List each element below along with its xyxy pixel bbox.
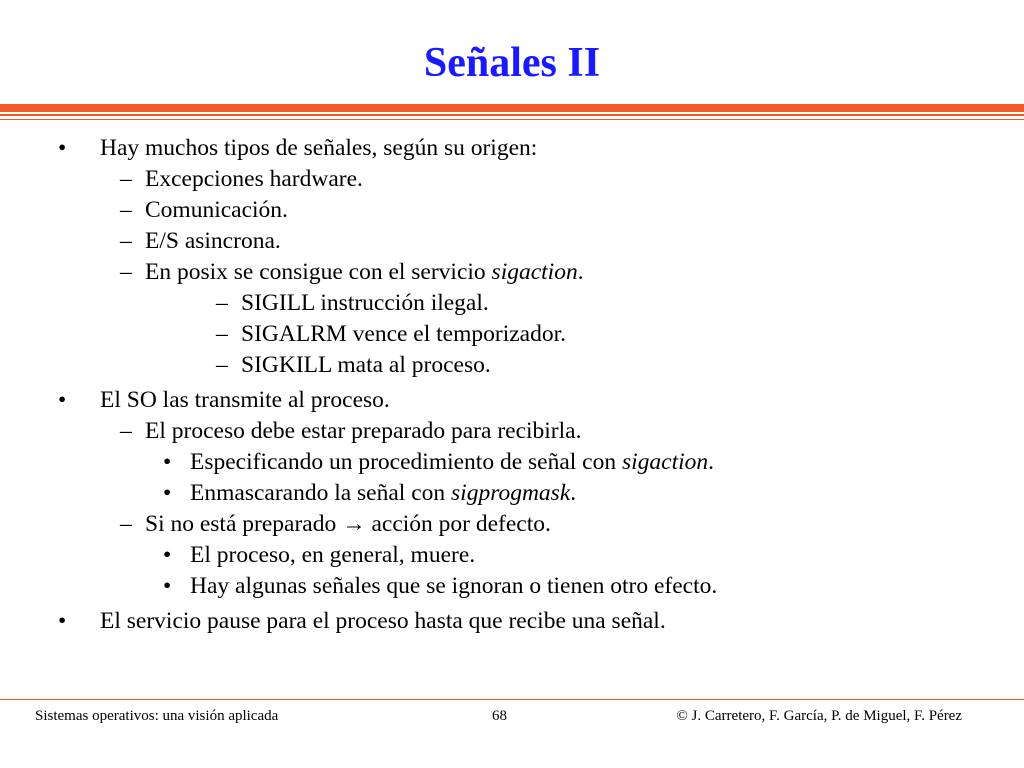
- bullet-marker: •: [58, 387, 67, 413]
- dash-text: E/S asincrona.: [145, 228, 281, 254]
- dash-text: [145, 509, 551, 540]
- signal-item: [0, 288, 1024, 319]
- dash-item: [0, 164, 1024, 195]
- footer-copyright: © J. Carretero, F. García, P. de Miguel, F. Pérez: [676, 708, 962, 724]
- dash-text: Comunicación.: [145, 197, 288, 223]
- sub-bullet-text: [190, 447, 714, 478]
- dash-marker: –: [120, 166, 132, 192]
- bullet-os-transmits: [0, 385, 1024, 416]
- sub-bullet-item: [0, 478, 1024, 509]
- dash-marker: –: [120, 511, 132, 537]
- sub-bullet-text: El proceso, en general, muere.: [190, 542, 476, 568]
- title-underline-hairline: [0, 119, 1024, 120]
- bullet-marker: •: [163, 449, 172, 475]
- dash-item: [0, 195, 1024, 226]
- dash-item: [0, 257, 1024, 288]
- bullet-text: El servicio pause para el proceso hasta que recibe una señal.: [100, 608, 666, 634]
- dash-marker: –: [216, 321, 228, 347]
- signal-text: SIGKILL mata al proceso.: [241, 352, 491, 378]
- slide-title: Señales II: [423, 40, 601, 86]
- bullet-marker: •: [58, 135, 67, 161]
- text-fragment: .: [570, 480, 577, 506]
- sub-bullet-item: [0, 540, 1024, 571]
- bullet-text: Hay muchos tipos de señales, según su origen:: [100, 135, 538, 161]
- title-underline-thin: [0, 114, 1024, 116]
- sub-bullet-item: [0, 447, 1024, 478]
- text-fragment: .: [708, 449, 715, 475]
- signal-item: [0, 319, 1024, 350]
- sub-bullet-item: [0, 571, 1024, 602]
- text-fragment: Si no está preparado: [145, 511, 343, 537]
- dash-marker: –: [120, 259, 132, 285]
- dash-text: [145, 257, 584, 288]
- footer-book-title: Sistemas operativos: una visión aplicada: [35, 708, 279, 724]
- text-fragment: Enmascarando la señal con: [190, 480, 452, 506]
- service-name: sigaction: [622, 449, 709, 475]
- bullet-signal-types: [0, 133, 1024, 164]
- dash-marker: –: [120, 228, 132, 254]
- sub-bullet-text: Hay algunas señales que se ignoran o tienen otro efecto.: [190, 573, 718, 599]
- footer-divider: [0, 699, 1024, 700]
- page-number: 68: [492, 708, 507, 724]
- bullet-marker: •: [58, 608, 67, 634]
- text-fragment: En posix se consigue con el servicio: [145, 259, 492, 285]
- text-fragment: .: [577, 259, 584, 285]
- dash-item: [0, 509, 1024, 540]
- dash-marker: –: [216, 352, 228, 378]
- slide-body: [0, 133, 1024, 637]
- text-fragment: acción por defecto.: [365, 511, 551, 537]
- title-underline-thick: [0, 104, 1024, 112]
- dash-marker: –: [120, 197, 132, 223]
- text-fragment: Especificando un procedimiento de señal con: [190, 449, 622, 475]
- bullet-pause-service: [0, 606, 1024, 637]
- right-arrow-icon: →: [342, 511, 366, 537]
- service-name: sigprogmask: [451, 480, 571, 506]
- dash-item: [0, 226, 1024, 257]
- dash-item: [0, 416, 1024, 447]
- signal-text: SIGALRM vence el temporizador.: [241, 321, 566, 347]
- bullet-marker: •: [163, 573, 172, 599]
- bullet-text: El SO las transmite al proceso.: [100, 387, 390, 413]
- dash-marker: –: [120, 418, 132, 444]
- bullet-marker: •: [163, 542, 172, 568]
- dash-text: Excepciones hardware.: [145, 166, 363, 192]
- sub-bullet-text: [190, 478, 576, 509]
- dash-text: El proceso debe estar preparado para recibirla.: [145, 418, 582, 444]
- dash-marker: –: [216, 290, 228, 316]
- signal-text: SIGILL instrucción ilegal.: [241, 290, 489, 316]
- bullet-marker: •: [163, 480, 172, 506]
- signal-item: [0, 350, 1024, 381]
- service-name: sigaction: [491, 259, 578, 285]
